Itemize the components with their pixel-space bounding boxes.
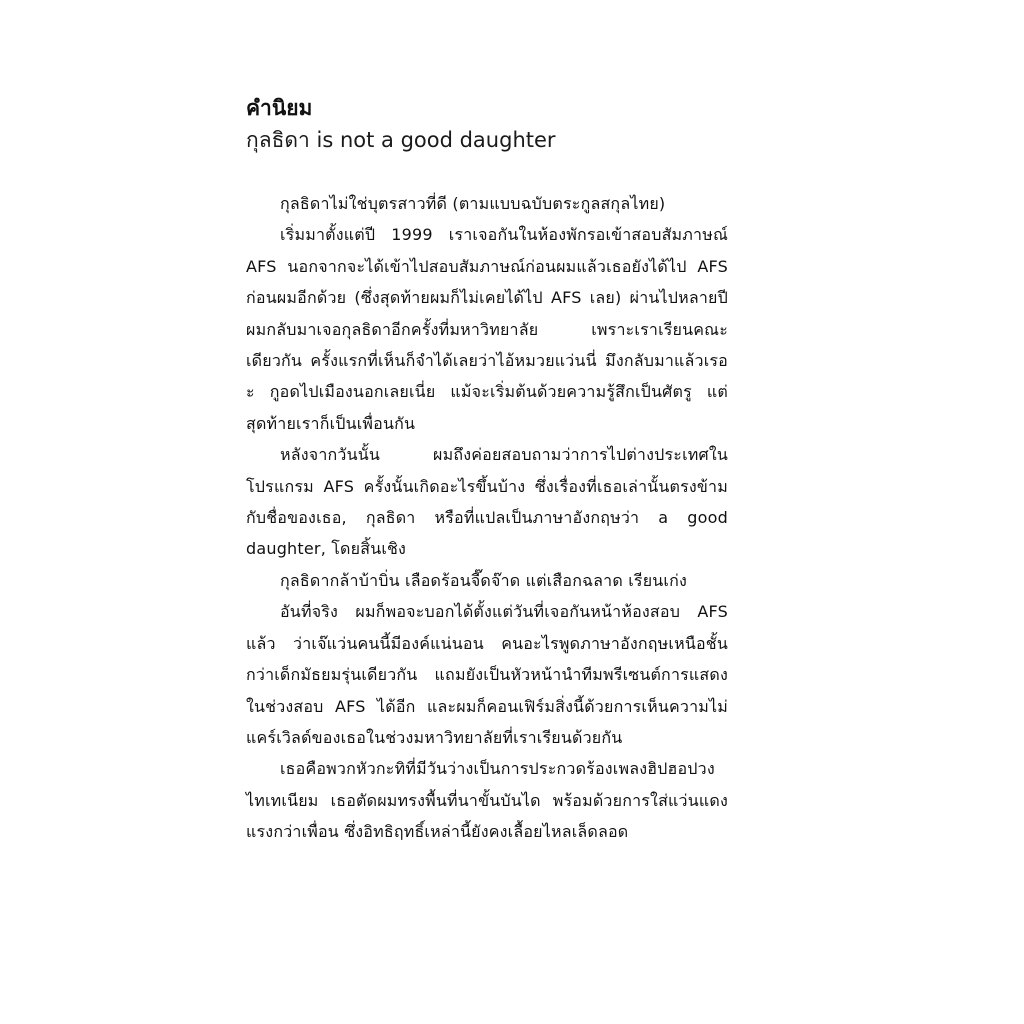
paragraph: กุลธิดาไม่ใช่บุตรสาวที่ดี (ตามแบบฉบับตระกูลสกุลไทย) <box>280 194 666 213</box>
paragraph: หลังจากวันนั้น ผมถึงค่อยสอบถามว่าการไปต่างประเทศในโปรแกรม AFS ครั้งนั้นเกิดอะไรขึ้นบ้าง ซึ่งเรื่องที่เธอเล่านั้นตรงข้ามกับชื่อของเธอ, กุลธิดา หรือที่แปลเป็นภาษาอังกฤษว่า a good daughter, โดยสิ้นเชิง <box>246 445 728 559</box>
paragraph: กุลธิดากล้าบ้าบิ่น เลือดร้อนจี๊ดจ๊าด แต่เสือกฉลาด เรียนเก่ง <box>280 570 687 590</box>
document-page <box>246 92 728 848</box>
page-title: คำนิยม <box>246 96 313 120</box>
page-subtitle: กุลธิดา is not a good daughter <box>246 128 556 152</box>
paragraph: อันที่จริง ผมก็พอจะบอกได้ตั้งแต่วันที่เจอกันหน้าห้องสอบ AFS แล้ว ว่าเจ๊แว่นคนนี้มีองค์แน่นอน คนอะไรพูดภาษาอังกฤษเหนือชั้นกว่าเด็กมัธยมรุ่นเดียวกัน แถมยังเป็นหัวหน้านำทีมพรีเซนต์การแสดงในช่วงสอบ AFS ได้อีก และผมก็คอนเฟิร์มสิ่งนี้ด้วยการเห็นความไม่แคร์เวิลด์ของเธอในช่วงมหาวิทยาลัยที่เราเรียนด้วยกัน <box>246 602 728 747</box>
paragraph: เริ่มมาตั้งแต่ปี 1999 เราเจอกันในห้องพักรอเข้าสอบสัมภาษณ์ AFS นอกจากจะได้เข้าไปสอบสัมภาษณ์ก่อนผมแล้วเธอยังได้ไป AFS ก่อนผมอีกด้วย (ซึ่งสุดท้ายผมก็ไม่เคยได้ไป AFS เลย) ผ่านไปหลายปี ผมกลับมาเจอกุลธิดาอีกครั้งที่มหาวิทยาลัย เพราะเราเรียนคณะเดียวกัน ครั้งแรกที่เห็นก็จำได้เลยว่าไอ้หมวยแว่นนี่ มึงกลับมาแล้วเรอะ กูอดไปเมืองนอกเลยเนี่ย แม้จะเริ่มต้นด้วยความรู้สึกเป็นศัตรู แต่สุดท้ายเราก็เป็นเพื่อนกัน <box>246 225 728 433</box>
paragraph: เธอคือพวกหัวกะทิที่มีวันว่างเป็นการประกวดร้องเพลงฮิปฮอปวงไทเทเนียม เธอตัดผมทรงพื้นที่นาขั้นบันได พร้อมด้วยการใส่แว่นแดงแรงกว่าเพื่อน ซึ่งอิทธิฤทธิ์เหล่านี้ยังคงเลื้อยไหลเล็ดลอด <box>246 759 728 842</box>
body-text <box>246 188 728 848</box>
